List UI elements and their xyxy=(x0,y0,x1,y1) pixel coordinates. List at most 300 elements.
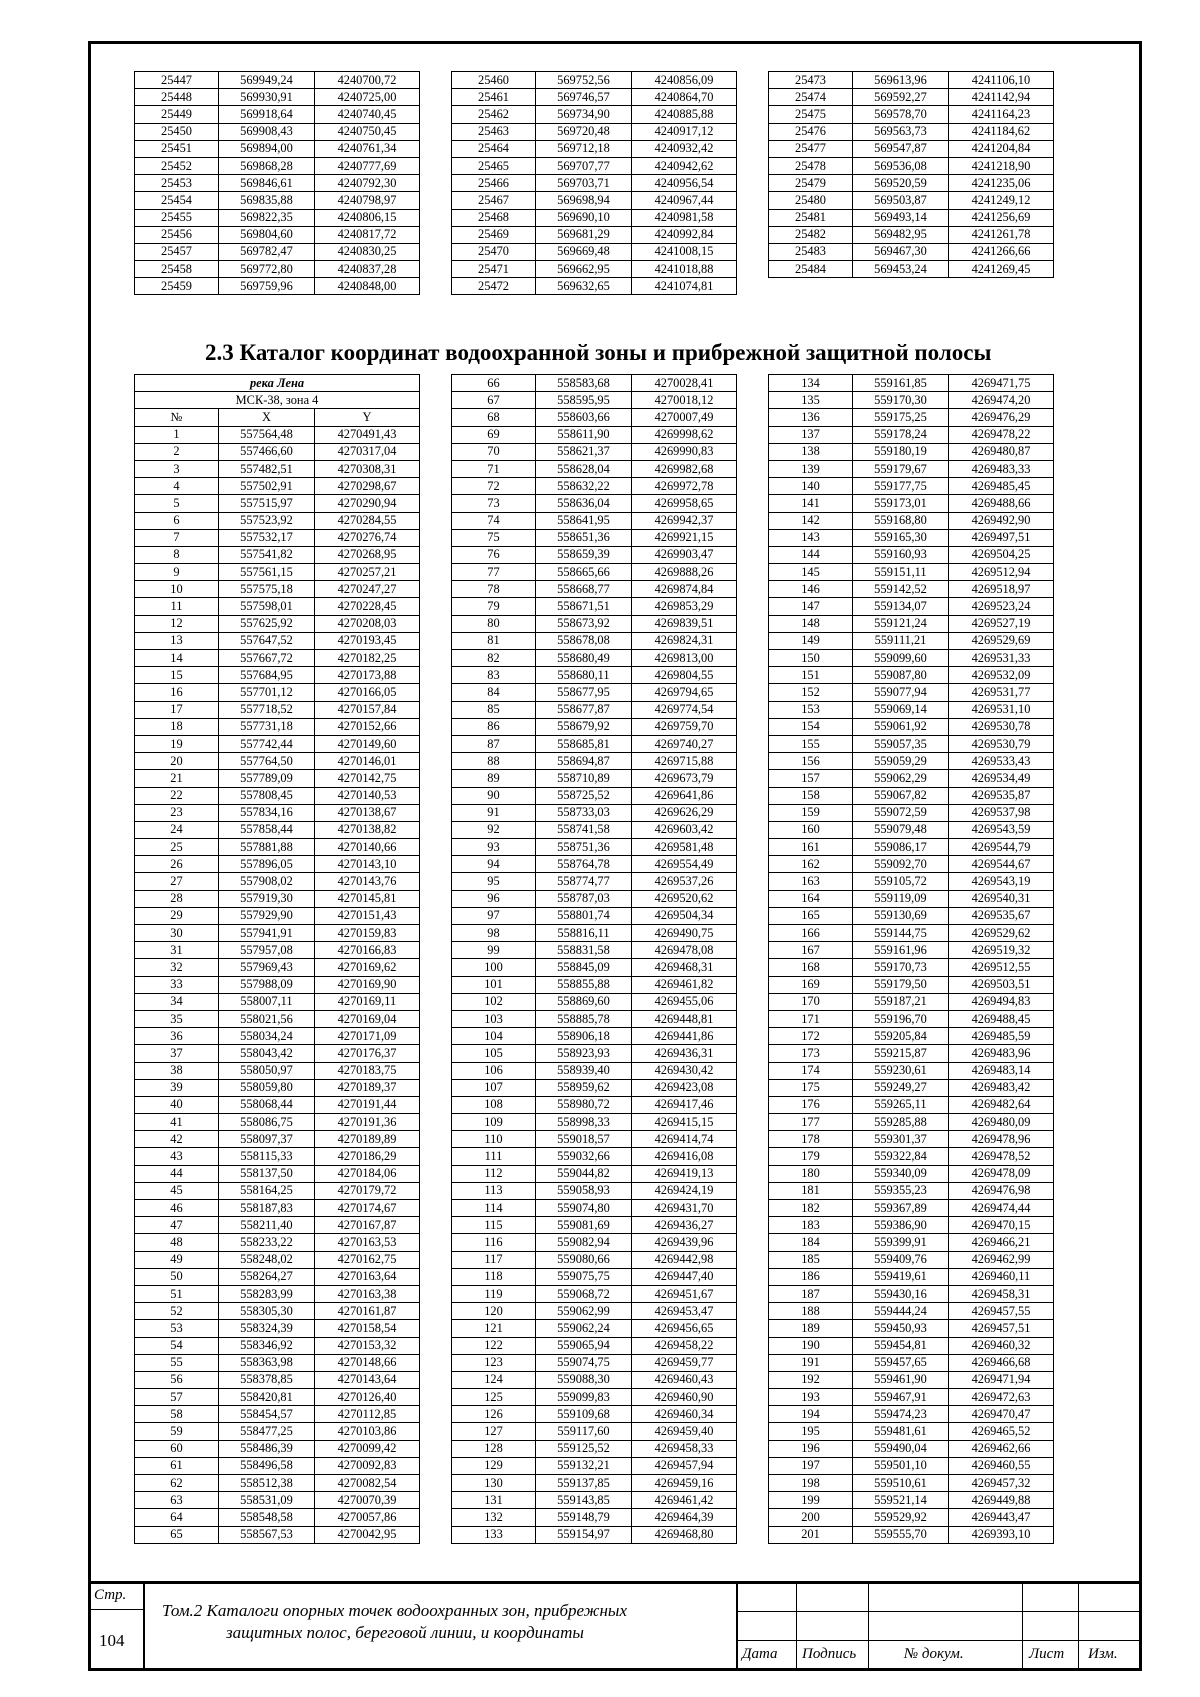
table-row xyxy=(452,1337,737,1354)
point-number: 68 xyxy=(452,409,536,426)
y-coordinate: 4269485,59 xyxy=(949,1028,1054,1045)
point-number: 150 xyxy=(769,650,853,667)
y-coordinate: 4240740,45 xyxy=(315,106,420,123)
table-row xyxy=(769,392,1054,409)
point-number: 7 xyxy=(135,529,219,546)
x-coordinate: 569908,43 xyxy=(219,123,315,140)
x-coordinate: 559132,21 xyxy=(536,1457,632,1474)
table-row xyxy=(769,1406,1054,1423)
table-row xyxy=(452,140,737,157)
x-coordinate: 559134,07 xyxy=(853,598,949,615)
point-number: 45 xyxy=(135,1182,219,1199)
table-row xyxy=(452,478,737,495)
point-number: 108 xyxy=(452,1096,536,1113)
point-number: 25473 xyxy=(769,72,853,89)
y-coordinate: 4270169,11 xyxy=(315,993,420,1010)
table-row xyxy=(135,1114,420,1131)
point-number: 199 xyxy=(769,1492,853,1509)
table-row xyxy=(769,821,1054,838)
table-row xyxy=(135,478,420,495)
table-row xyxy=(135,1354,420,1371)
table-row xyxy=(769,804,1054,821)
table-row xyxy=(135,140,420,157)
table-row xyxy=(452,546,737,563)
x-coordinate: 559178,24 xyxy=(853,426,949,443)
table-row xyxy=(452,959,737,976)
x-coordinate: 558845,09 xyxy=(536,959,632,976)
table-row xyxy=(135,1148,420,1165)
point-number: 25448 xyxy=(135,89,219,106)
table-row xyxy=(452,907,737,924)
y-coordinate: 4240848,00 xyxy=(315,278,420,295)
table-row xyxy=(452,821,737,838)
point-number: 92 xyxy=(452,821,536,838)
x-coordinate: 559170,30 xyxy=(853,392,949,409)
point-number: 33 xyxy=(135,976,219,993)
table-row xyxy=(452,1457,737,1474)
point-number: 25477 xyxy=(769,140,853,157)
point-number: 195 xyxy=(769,1423,853,1440)
point-number: 131 xyxy=(452,1492,536,1509)
y-coordinate: 4270162,75 xyxy=(315,1251,420,1268)
x-coordinate: 559075,75 xyxy=(536,1268,632,1285)
point-number: 124 xyxy=(452,1371,536,1388)
y-coordinate: 4269441,86 xyxy=(632,1028,737,1045)
table-row xyxy=(769,1148,1054,1165)
point-number: 121 xyxy=(452,1320,536,1337)
table-row xyxy=(452,1492,737,1509)
table-row xyxy=(135,650,420,667)
table-row xyxy=(769,1423,1054,1440)
point-number: 120 xyxy=(452,1303,536,1320)
table-row xyxy=(135,1423,420,1440)
x-coordinate: 559137,85 xyxy=(536,1475,632,1492)
y-coordinate: 4269535,87 xyxy=(949,787,1054,804)
y-coordinate: 4269494,83 xyxy=(949,993,1054,1010)
y-coordinate: 4269492,90 xyxy=(949,512,1054,529)
table-row xyxy=(135,1285,420,1302)
point-number: 80 xyxy=(452,615,536,632)
catalog-table-3 xyxy=(768,374,1054,1544)
table-row xyxy=(135,209,420,226)
y-coordinate: 4269554,49 xyxy=(632,856,737,873)
point-number: 64 xyxy=(135,1509,219,1526)
y-coordinate: 4269531,10 xyxy=(949,701,1054,718)
y-coordinate: 4269449,88 xyxy=(949,1492,1054,1509)
x-coordinate: 569720,48 xyxy=(536,123,632,140)
x-coordinate: 557482,51 xyxy=(219,460,315,477)
y-coordinate: 4269626,29 xyxy=(632,804,737,821)
table-row xyxy=(135,615,420,632)
x-coordinate: 569681,29 xyxy=(536,226,632,243)
table-row xyxy=(452,667,737,684)
point-number: 59 xyxy=(135,1423,219,1440)
x-coordinate: 559187,21 xyxy=(853,993,949,1010)
point-number: 178 xyxy=(769,1131,853,1148)
x-coordinate: 559068,72 xyxy=(536,1285,632,1302)
y-coordinate: 4270057,86 xyxy=(315,1509,420,1526)
x-coordinate: 559173,01 xyxy=(853,495,949,512)
table-row xyxy=(452,243,737,260)
table-row xyxy=(452,890,737,907)
point-number: 143 xyxy=(769,529,853,546)
x-coordinate: 558694,87 xyxy=(536,753,632,770)
x-coordinate: 559099,60 xyxy=(853,650,949,667)
x-coordinate: 558068,44 xyxy=(219,1096,315,1113)
x-coordinate: 558869,60 xyxy=(536,993,632,1010)
x-coordinate: 559077,94 xyxy=(853,684,949,701)
x-coordinate: 559175,25 xyxy=(853,409,949,426)
x-coordinate: 557834,16 xyxy=(219,804,315,821)
x-coordinate: 559044,82 xyxy=(536,1165,632,1182)
point-number: 5 xyxy=(135,495,219,512)
x-coordinate: 569822,35 xyxy=(219,209,315,226)
point-number: 77 xyxy=(452,564,536,581)
table-row xyxy=(769,1062,1054,1079)
y-coordinate: 4269839,51 xyxy=(632,615,737,632)
table-row xyxy=(769,770,1054,787)
y-coordinate: 4269504,25 xyxy=(949,546,1054,563)
y-coordinate: 4270247,27 xyxy=(315,581,420,598)
x-coordinate: 557541,82 xyxy=(219,546,315,563)
x-coordinate: 569752,56 xyxy=(536,72,632,89)
table-row xyxy=(769,1131,1054,1148)
y-coordinate: 4269423,08 xyxy=(632,1079,737,1096)
y-coordinate: 4269544,79 xyxy=(949,839,1054,856)
x-coordinate: 559086,17 xyxy=(853,839,949,856)
y-coordinate: 4270189,37 xyxy=(315,1079,420,1096)
table-row xyxy=(452,839,737,856)
table-row xyxy=(769,106,1054,123)
table-row xyxy=(769,667,1054,684)
y-coordinate: 4269416,08 xyxy=(632,1148,737,1165)
y-coordinate: 4270191,44 xyxy=(315,1096,420,1113)
point-number: 25480 xyxy=(769,192,853,209)
table-row xyxy=(135,856,420,873)
point-number: 109 xyxy=(452,1114,536,1131)
y-coordinate: 4269478,08 xyxy=(632,942,737,959)
point-number: 25458 xyxy=(135,261,219,278)
point-number: 103 xyxy=(452,1010,536,1027)
table-row xyxy=(769,1217,1054,1234)
catalog-table-2-body xyxy=(452,375,737,1544)
point-number: 110 xyxy=(452,1131,536,1148)
x-coordinate: 569503,87 xyxy=(853,192,949,209)
x-coordinate: 559062,24 xyxy=(536,1320,632,1337)
x-coordinate: 559467,91 xyxy=(853,1389,949,1406)
point-number: 123 xyxy=(452,1354,536,1371)
x-coordinate: 569453,24 xyxy=(853,261,949,278)
x-coordinate: 557515,97 xyxy=(219,495,315,512)
x-coordinate: 558486,39 xyxy=(219,1440,315,1457)
system-caption: МСК-38, зона 4 xyxy=(135,392,420,409)
x-coordinate: 557881,88 xyxy=(219,839,315,856)
y-coordinate: 4269903,47 xyxy=(632,546,737,563)
y-coordinate: 4269417,46 xyxy=(632,1096,737,1113)
table-row xyxy=(769,243,1054,260)
x-coordinate: 559144,75 xyxy=(853,925,949,942)
point-number: 187 xyxy=(769,1285,853,1302)
y-coordinate: 4269431,70 xyxy=(632,1200,737,1217)
table-row xyxy=(452,89,737,106)
x-coordinate: 559301,37 xyxy=(853,1131,949,1148)
y-coordinate: 4270169,62 xyxy=(315,959,420,976)
table-row xyxy=(452,123,737,140)
x-coordinate: 559161,96 xyxy=(853,942,949,959)
top-table-1-body xyxy=(135,72,420,295)
x-coordinate: 559074,80 xyxy=(536,1200,632,1217)
point-number: 19 xyxy=(135,735,219,752)
y-coordinate: 4240792,30 xyxy=(315,175,420,192)
y-coordinate: 4269462,99 xyxy=(949,1251,1054,1268)
x-coordinate: 558680,11 xyxy=(536,667,632,684)
table-row xyxy=(769,1096,1054,1113)
table-row xyxy=(769,1475,1054,1492)
x-coordinate: 558774,77 xyxy=(536,873,632,890)
table-row xyxy=(769,460,1054,477)
y-coordinate: 4270007,49 xyxy=(632,409,737,426)
x-coordinate: 569493,14 xyxy=(853,209,949,226)
table-row xyxy=(452,1251,737,1268)
y-coordinate: 4269460,55 xyxy=(949,1457,1054,1474)
y-coordinate: 4240956,54 xyxy=(632,175,737,192)
table-row xyxy=(452,1062,737,1079)
point-number: 186 xyxy=(769,1268,853,1285)
y-coordinate: 4270149,60 xyxy=(315,735,420,752)
point-number: 31 xyxy=(135,942,219,959)
x-coordinate: 558454,57 xyxy=(219,1406,315,1423)
table-row xyxy=(769,581,1054,598)
point-number: 177 xyxy=(769,1114,853,1131)
point-number: 75 xyxy=(452,529,536,546)
date-label: Дата xyxy=(742,1646,778,1662)
y-coordinate: 4269462,66 xyxy=(949,1440,1054,1457)
x-coordinate: 558346,92 xyxy=(219,1337,315,1354)
point-number: 22 xyxy=(135,787,219,804)
title-block xyxy=(88,1581,1142,1671)
table-row xyxy=(135,1200,420,1217)
table-row xyxy=(769,1354,1054,1371)
point-number: 158 xyxy=(769,787,853,804)
y-coordinate: 4269458,33 xyxy=(632,1440,737,1457)
point-number: 176 xyxy=(769,1096,853,1113)
table-row xyxy=(769,375,1054,392)
y-coordinate: 4269458,22 xyxy=(632,1337,737,1354)
x-coordinate: 559130,69 xyxy=(853,907,949,924)
y-coordinate: 4269531,33 xyxy=(949,650,1054,667)
y-coordinate: 4270152,66 xyxy=(315,718,420,735)
y-coordinate: 4269482,64 xyxy=(949,1096,1054,1113)
point-number: 138 xyxy=(769,443,853,460)
point-number: 25452 xyxy=(135,157,219,174)
table-row xyxy=(135,123,420,140)
y-coordinate: 4269942,37 xyxy=(632,512,737,529)
x-coordinate: 569547,87 xyxy=(853,140,949,157)
point-number: 122 xyxy=(452,1337,536,1354)
point-number: 184 xyxy=(769,1234,853,1251)
table-row xyxy=(769,426,1054,443)
x-coordinate: 558673,92 xyxy=(536,615,632,632)
table-row xyxy=(769,598,1054,615)
point-number: 67 xyxy=(452,392,536,409)
y-coordinate: 4269504,34 xyxy=(632,907,737,924)
y-coordinate: 4270158,54 xyxy=(315,1320,420,1337)
x-coordinate: 557988,09 xyxy=(219,976,315,993)
y-coordinate: 4241204,84 xyxy=(949,140,1054,157)
x-coordinate: 558665,66 xyxy=(536,564,632,581)
y-coordinate: 4270491,43 xyxy=(315,426,420,443)
x-coordinate: 569782,47 xyxy=(219,243,315,260)
table-row xyxy=(452,1010,737,1027)
y-coordinate: 4269460,32 xyxy=(949,1337,1054,1354)
point-number: 161 xyxy=(769,839,853,856)
x-coordinate: 558420,81 xyxy=(219,1389,315,1406)
y-coordinate: 4240798,97 xyxy=(315,192,420,209)
x-coordinate: 558923,93 xyxy=(536,1045,632,1062)
x-coordinate: 559092,70 xyxy=(853,856,949,873)
x-coordinate: 559249,27 xyxy=(853,1079,949,1096)
x-coordinate: 558733,03 xyxy=(536,804,632,821)
point-number: 96 xyxy=(452,890,536,907)
table-row xyxy=(769,226,1054,243)
point-number: 72 xyxy=(452,478,536,495)
x-coordinate: 558621,37 xyxy=(536,443,632,460)
y-coordinate: 4270166,83 xyxy=(315,942,420,959)
point-number: 181 xyxy=(769,1182,853,1199)
x-coordinate: 559179,50 xyxy=(853,976,949,993)
table-row xyxy=(452,787,737,804)
point-number: 152 xyxy=(769,684,853,701)
point-number: 25456 xyxy=(135,226,219,243)
point-number: 69 xyxy=(452,426,536,443)
y-coordinate: 4269457,55 xyxy=(949,1303,1054,1320)
y-coordinate: 4270138,67 xyxy=(315,804,420,821)
y-coordinate: 4270018,12 xyxy=(632,392,737,409)
table-row xyxy=(769,650,1054,667)
table-row xyxy=(769,529,1054,546)
y-coordinate: 4269474,44 xyxy=(949,1200,1054,1217)
y-coordinate: 4269982,68 xyxy=(632,460,737,477)
point-number: 139 xyxy=(769,460,853,477)
x-coordinate: 559450,93 xyxy=(853,1320,949,1337)
table-row xyxy=(135,443,420,460)
table-row xyxy=(452,1131,737,1148)
table-row xyxy=(135,1234,420,1251)
x-coordinate: 559430,16 xyxy=(853,1285,949,1302)
table-row xyxy=(135,787,420,804)
point-number: 25455 xyxy=(135,209,219,226)
table-row xyxy=(769,1200,1054,1217)
catalog-table-2 xyxy=(451,374,737,1544)
x-coordinate: 558855,88 xyxy=(536,976,632,993)
y-coordinate: 4269393,10 xyxy=(949,1526,1054,1543)
x-coordinate: 558164,25 xyxy=(219,1182,315,1199)
point-number: 116 xyxy=(452,1234,536,1251)
y-coordinate: 4269476,98 xyxy=(949,1182,1054,1199)
y-coordinate: 4240750,45 xyxy=(315,123,420,140)
x-coordinate: 559419,61 xyxy=(853,1268,949,1285)
x-coordinate: 569592,27 xyxy=(853,89,949,106)
y-coordinate: 4270308,31 xyxy=(315,460,420,477)
point-number: 105 xyxy=(452,1045,536,1062)
x-coordinate: 559067,82 xyxy=(853,787,949,804)
point-number: 26 xyxy=(135,856,219,873)
table-row xyxy=(452,1303,737,1320)
y-coordinate: 4269470,15 xyxy=(949,1217,1054,1234)
point-number: 113 xyxy=(452,1182,536,1199)
point-number: 170 xyxy=(769,993,853,1010)
point-number: 85 xyxy=(452,701,536,718)
table-row xyxy=(769,839,1054,856)
x-coordinate: 559170,73 xyxy=(853,959,949,976)
x-coordinate: 557561,15 xyxy=(219,564,315,581)
x-coordinate: 559062,99 xyxy=(536,1303,632,1320)
x-coordinate: 559521,14 xyxy=(853,1492,949,1509)
x-coordinate: 559142,52 xyxy=(853,581,949,598)
point-number: 70 xyxy=(452,443,536,460)
top-table-1 xyxy=(134,71,420,295)
x-coordinate: 558531,09 xyxy=(219,1492,315,1509)
table-row xyxy=(769,976,1054,993)
y-coordinate: 4269519,32 xyxy=(949,942,1054,959)
table-row xyxy=(452,1423,737,1440)
table-row xyxy=(452,278,737,295)
table-row xyxy=(135,278,420,295)
table-row xyxy=(769,546,1054,563)
point-number: 188 xyxy=(769,1303,853,1320)
table-row xyxy=(769,157,1054,174)
table-row xyxy=(135,890,420,907)
document-title-line-1: Том.2 Каталоги опорных точек водоохранных зон, прибрежных xyxy=(162,1601,627,1620)
point-number: 34 xyxy=(135,993,219,1010)
y-coordinate: 4270317,04 xyxy=(315,443,420,460)
x-coordinate: 559165,30 xyxy=(853,529,949,546)
point-number: 182 xyxy=(769,1200,853,1217)
x-coordinate: 558603,66 xyxy=(536,409,632,426)
x-coordinate: 557532,17 xyxy=(219,529,315,546)
y-coordinate: 4241249,12 xyxy=(949,192,1054,209)
table-row xyxy=(135,804,420,821)
x-coordinate: 558671,51 xyxy=(536,598,632,615)
x-coordinate: 558764,78 xyxy=(536,856,632,873)
x-coordinate: 559399,91 xyxy=(853,1234,949,1251)
y-coordinate: 4269998,62 xyxy=(632,426,737,443)
y-coordinate: 4240885,88 xyxy=(632,106,737,123)
x-coordinate: 559119,09 xyxy=(853,890,949,907)
x-coordinate: 559180,19 xyxy=(853,443,949,460)
y-coordinate: 4240917,12 xyxy=(632,123,737,140)
table-row xyxy=(769,1457,1054,1474)
y-coordinate: 4269470,47 xyxy=(949,1406,1054,1423)
table-row xyxy=(769,1337,1054,1354)
y-coordinate: 4240830,25 xyxy=(315,243,420,260)
table-row xyxy=(452,1165,737,1182)
x-coordinate: 558021,56 xyxy=(219,1010,315,1027)
table-row xyxy=(769,1303,1054,1320)
x-coordinate: 559099,83 xyxy=(536,1389,632,1406)
x-coordinate: 569632,65 xyxy=(536,278,632,295)
x-coordinate: 559065,94 xyxy=(536,1337,632,1354)
y-coordinate: 4241235,06 xyxy=(949,175,1054,192)
table-row xyxy=(452,409,737,426)
table-row xyxy=(769,753,1054,770)
table-row xyxy=(135,1389,420,1406)
x-coordinate: 557742,44 xyxy=(219,735,315,752)
x-coordinate: 558378,85 xyxy=(219,1371,315,1388)
x-coordinate: 558632,22 xyxy=(536,478,632,495)
table-row xyxy=(452,1234,737,1251)
table-row xyxy=(769,890,1054,907)
